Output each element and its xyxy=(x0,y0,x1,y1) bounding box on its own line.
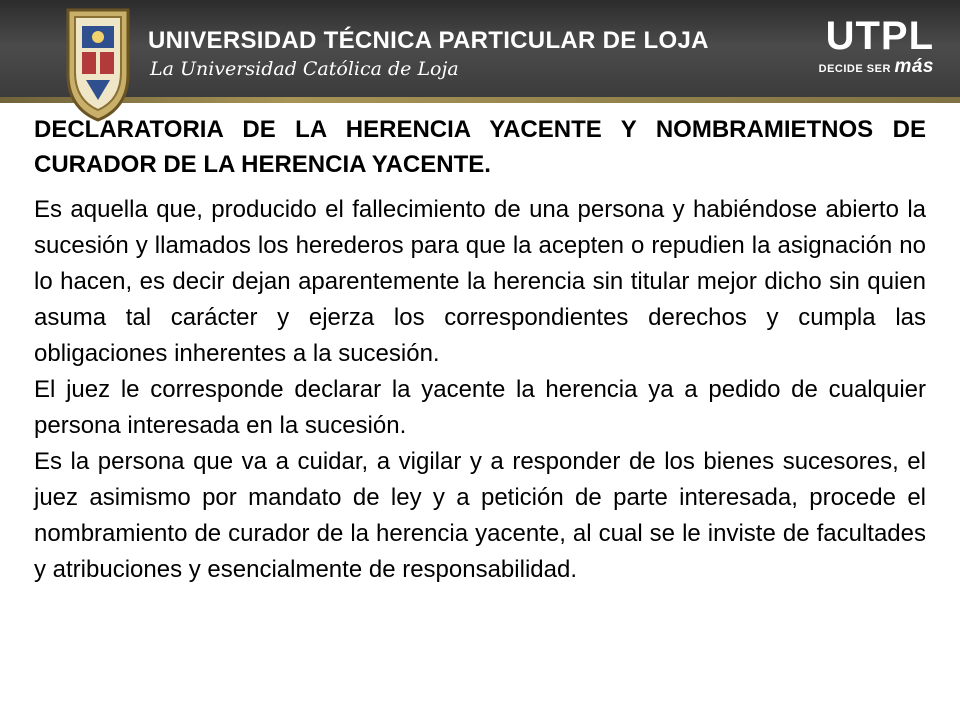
paragraph-judge: El juez le corresponde declarar la yacente la herencia ya a pedido de cualquier persona interesada en la sucesión. xyxy=(34,376,926,439)
university-name: UNIVERSIDAD TÉCNICA PARTICULAR DE LOJA xyxy=(148,27,709,54)
header-banner xyxy=(0,0,960,103)
utpl-slogan xyxy=(819,56,934,78)
slogan-prefix: DECIDE SER xyxy=(818,63,891,75)
university-tagline: La Universidad Católica de Loja xyxy=(150,58,459,80)
utpl-logo: UTPL xyxy=(825,14,934,58)
banner-stripe xyxy=(0,97,960,103)
slogan-emphasis: más xyxy=(894,56,934,77)
paragraph-curator: Es la persona que va a cuidar, a vigilar y a responder de los bienes sucesores, el juez asimismo por mandato de ley y a petición de parte interesada, procede el nombramiento de curador de la herencia yacente, al cual se le inviste de facultades y atribuciones y esencialmente de responsabilidad. xyxy=(34,448,926,583)
slide-heading: DECLARATORIA DE LA HERENCIA YACENTE Y NOMBRAMIETNOS DE CURADOR DE LA HERENCIA YACENTE. xyxy=(34,116,926,178)
slide-content xyxy=(34,112,926,588)
paragraph-definition: Es aquella que, producido el fallecimiento de una persona y habiéndose abierto la sucesión y llamados los herederos para que la acepten o repudien la asignación no lo hacen, es decir dejan aparentemente la herencia sin titular mejor dicho sin quien asuma tal carácter y ejerza los correspondientes derechos y cumpla las obligaciones inherentes a la sucesión. xyxy=(34,196,926,367)
university-crest-icon xyxy=(62,4,134,122)
